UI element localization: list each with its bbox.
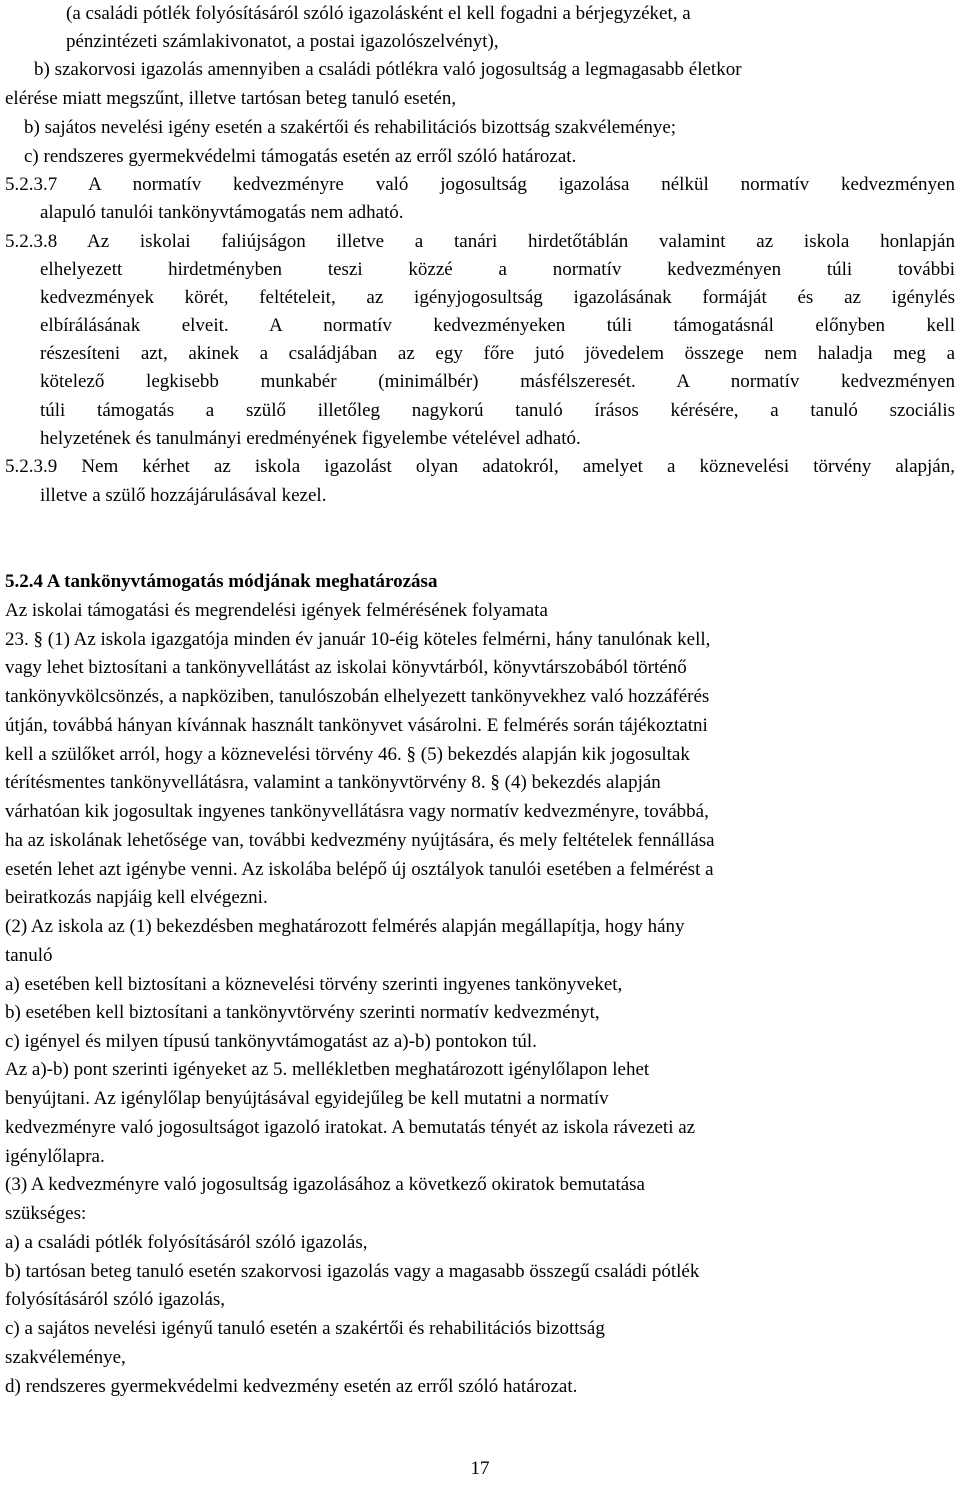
text-line: benyújtani. Az igénylőlap benyújtásával egyidejűleg be kell mutatni a normatív (5, 1088, 609, 1109)
text-line: kedvezményre való jogosultságot igazoló iratokat. A bemutatás tényét az iskola rávezeti az (5, 1117, 696, 1138)
text-line: tankönyvkölcsönzés, a napköziben, tanulószobán elhelyezett tankönyvekhez való hozzáférés (5, 686, 710, 707)
text-line: folyósításáról szóló igazolás, (5, 1289, 226, 1310)
text-line: szükséges: (5, 1203, 87, 1224)
text-line: d) rendszeres gyermekvédelmi kedvezmény esetén az erről szóló határozat. (5, 1376, 578, 1397)
text-line: helyzetének és tanulmányi eredményének figyelembe vételével adható. (40, 428, 581, 449)
page-number: 17 (470, 1458, 490, 1479)
text-line: alapuló tanulói tankönyvtámogatás nem adható. (40, 202, 404, 223)
text-line: vagy lehet biztosítani a tankönyvellátást az iskolai könyvtárból, könyvtárszobából történő (5, 657, 687, 678)
text-line: esetén lehet azt igénybe venni. Az iskolába belépő új osztályok tanulói esetében a felmérést a (5, 859, 714, 880)
text-line: 5.2.3.9 Nem kérhet az iskola igazolást olyan adatokról, amelyet a köznevelési törvény alapján, (5, 456, 955, 477)
text-line: 5.2.3.7 A normatív kedvezményre való jogosultság igazolása nélkül normatív kedvezményen (5, 174, 955, 195)
text-line: várhatóan kik jogosultak ingyenes tankönyvellátásra vagy normatív kedvezményre, továbbá, (5, 801, 709, 822)
text-line: (a családi pótlék folyósításáról szóló igazolásként el kell fogadni a bérjegyzéket, a (66, 3, 691, 24)
text-line: ha az iskolának lehetősége van, további kedvezmény nyújtására, és mely feltételek fennállása (5, 830, 715, 851)
section-heading: 5.2.4 A tankönyvtámogatás módjának meghatározása (5, 571, 438, 592)
text-line: elérése miatt megszűnt, illetve tartósan beteg tanuló esetén, (5, 88, 457, 109)
text-line: (2) Az iskola az (1) bekezdésben meghatározott felmérés alapján megállapítja, hogy hány (5, 916, 685, 937)
text-line: 23. § (1) Az iskola igazgatója minden év január 10-éig köteles felmérni, hány tanulónak kell, (5, 629, 711, 650)
text-line: b) szakorvosi igazolás amennyiben a családi pótlékra való jogosultság a legmagasabb életkor (34, 59, 742, 80)
text-line: illetve a szülő hozzájárulásával kezel. (40, 485, 327, 506)
text-line: elbírálásának elveit. A normatív kedvezményeken túli támogatásnál előnyben kell (40, 315, 955, 336)
text-line: c) igényel és milyen típusú tankönyvtámogatást az a)-b) pontokon túl. (5, 1031, 537, 1052)
text-line: Az a)-b) pont szerinti igényeket az 5. mellékletben meghatározott igénylőlapon lehet (5, 1059, 650, 1080)
text-line: pénzintézeti számlakivonatot, a postai igazolószelvényt), (66, 31, 499, 52)
text-line: a) esetében kell biztosítani a köznevelési törvény szerinti ingyenes tankönyveket, (5, 974, 623, 995)
text-line: túli támogatás a szülő illetőleg nagykorú tanuló írásos kérésére, a tanuló szociális (40, 400, 955, 421)
text-line: szakvéleménye, (5, 1347, 126, 1368)
text-line: (3) A kedvezményre való jogosultság igazolásához a következő okiratok bemutatása (5, 1174, 645, 1195)
text-line: igénylőlapra. (5, 1146, 105, 1167)
text-line: térítésmentes tankönyvellátásra, valamint a tankönyvtörvény 8. § (4) bekezdés alapján (5, 772, 661, 793)
text-line: útján, továbbá hányan kívánnak használt tankönyvet vásárolni. E felmérés során tájékoztatni (5, 715, 708, 736)
text-line: kötelező legkisebb munkabér (minimálbér) másfélszeresét. A normatív kedvezményen (40, 371, 955, 392)
text-line: 5.2.3.8 Az iskolai faliújságon illetve a tanári hirdetőtáblán valamint az iskola honlapján (5, 231, 955, 252)
text-line: tanuló (5, 945, 53, 966)
text-line: részesíteni azt, akinek a családjában az egy főre jutó jövedelem összege nem haladja meg a (40, 343, 955, 364)
text-line: b) sajátos nevelési igény esetén a szakértői és rehabilitációs bizottság szakvéleménye; (24, 117, 677, 138)
text-line: kedvezmények körét, feltételeit, az igényjogosultság igazolásának formáját és az igénylés (40, 287, 955, 308)
text-line: a) a családi pótlék folyósításáról szóló igazolás, (5, 1232, 368, 1253)
text-line: b) esetében kell biztosítani a tankönyvtörvény szerinti normatív kedvezményt, (5, 1002, 600, 1023)
text-line: c) a sajátos nevelési igényű tanuló esetén a szakértői és rehabilitációs bizottság (5, 1318, 605, 1339)
text-line: elhelyezett hirdetményben teszi közzé a normatív kedvezményen túli további (40, 259, 955, 280)
subheading: Az iskolai támogatási és megrendelési igények felmérésének folyamata (5, 600, 548, 621)
text-line: c) rendszeres gyermekvédelmi támogatás esetén az erről szóló határozat. (24, 146, 577, 167)
text-line: b) tartósan beteg tanuló esetén szakorvosi igazolás vagy a magasabb összegű családi pótlék (5, 1261, 700, 1282)
text-line: kell a szülőket arról, hogy a köznevelési törvény 46. § (5) bekezdés alapján kik jogosultak (5, 744, 690, 765)
text-line: beiratkozás napjáig kell elvégezni. (5, 887, 268, 908)
